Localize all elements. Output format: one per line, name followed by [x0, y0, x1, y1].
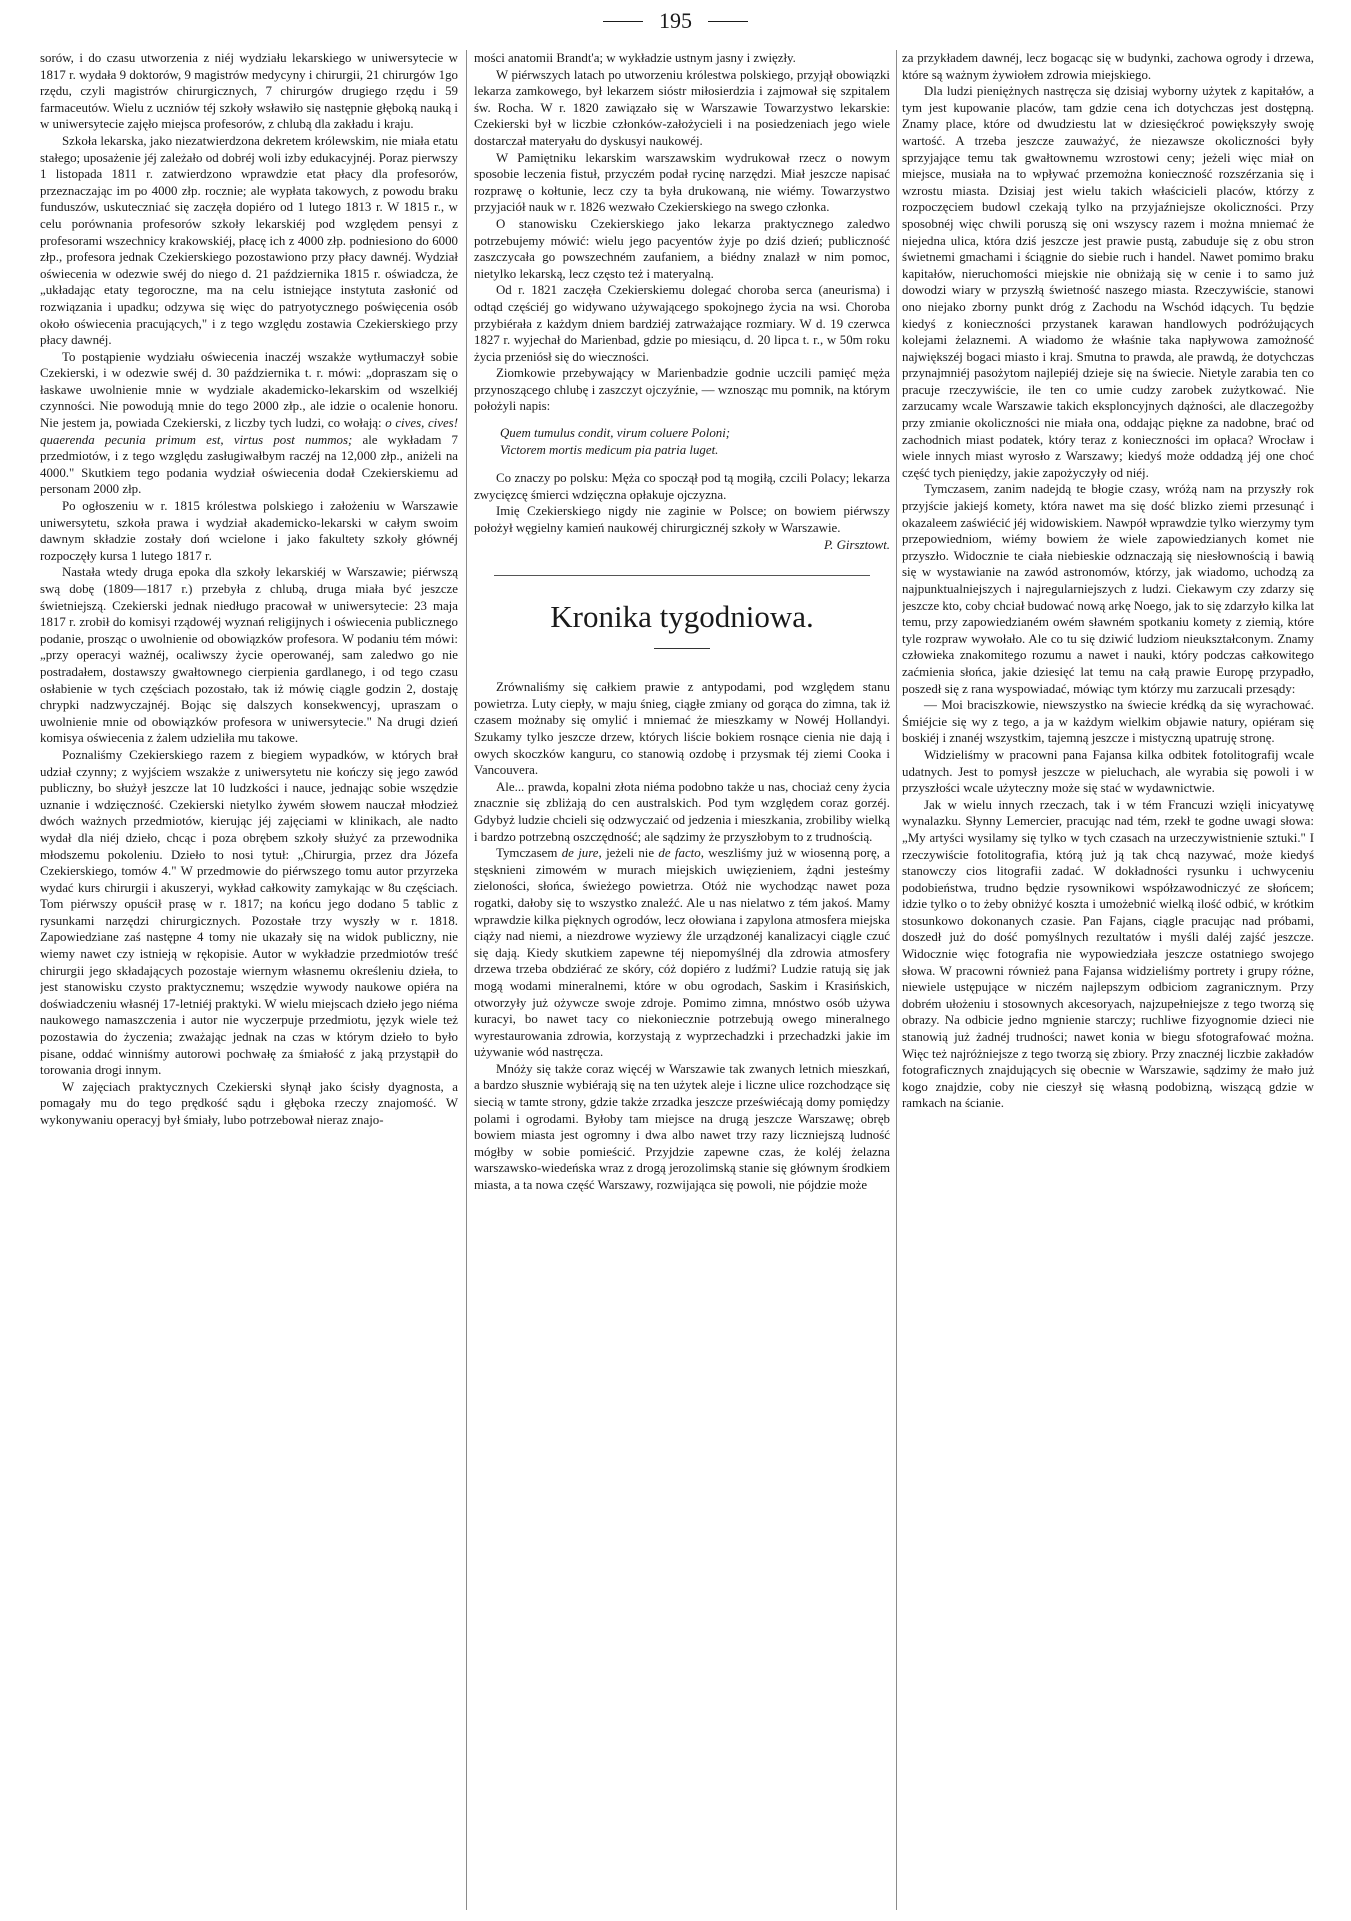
paragraph: Zrównaliśmy się całkiem prawie z antypodami, pod względem stanu powietrza. Luty ciepły, w maju śnieg, ciągłe zmiany od gorąca do zimna, tak iż czasem możnaby się omylić i mniemać że mieszkamy w Nowéj Hollandyi. Szukamy tylko jeszcze drzew, których liście bokiem rosnące cienia nie dają i owych skoczków kanguru, co stanowią ozdobę i przysmak téj ziemi Cooka i Vancouvera.	[474, 680, 890, 778]
paragraph: Szkoła lekarska, jako niezatwierdzona dekretem królewskim, nie miała etatu stałego; uposażenie jéj zależało od dobréj woli izby edukacyjnéj. Poraz pierwszy 1 listopada 1811 r. zatwierdzono wprawdzie etat płacy dla profesorów, przeznaczając im po 4000 złp. rocznie; ale wypłata takowych, z powodu braku funduszów, uskuteczniać się zaczęła dopiéro od 1 lutego 1813 r. W 1815 r., w celu porównania profesorów szkoły lekarskiéj pod względem pensyi z profesorami wszechnicy krakowskiéj, płacę ich z 4000 złp. podniesiono do 6000 złp., profesora jednak Czekierskiego pozostawiono przy płacy dawnéj. Wydział oświecenia w odezwie swéj do niego d. 21 października 1815 r. oświadcza, że „układając etaty tegoroczne, ma na celu istniejące instytuta zasłonić od rozwiązania i upadku; odzywa się więc do patryotycznego poświęcenia osób około oświecenia pracujących," i z tego względu zostawia Czekierskiego przy płacy dawnéj.	[40, 133, 458, 348]
paragraph: Ziomkowie przebywający w Marienbadzie godnie uczcili pamięć męża przynoszącego chlubę i zaszczyt ojczyźnie, — wznosząc mu pomnik, na którym położyli napis:	[474, 366, 890, 414]
heading-rule	[654, 648, 710, 649]
paragraph: Co znaczy po polsku: Męża co spoczął pod tą mogiłą, czcili Polacy; lekarza zwycięzcę śmierci wdzięczna opłakuje ojczyzna.	[474, 471, 890, 502]
paragraph: Widzieliśmy w pracowni pana Fajansa kilka odbitek fotolitografij wcale udatnych. Jest to pomysł jeszcze w pieluchach, ale wyrabia się powoli i w przyszłości wcale użyteczny może się stać w wydawnictwie.	[902, 747, 1314, 796]
text-run: Tymczasem	[496, 846, 562, 861]
paragraph: Ale... prawda, kopalni złota niéma podobno także u nas, chociaż ceny życia znacznie się zbliżają do cen australskich. Pod tym względem coraz gorzéj. Gdybyż ludzie chcieli się odzwyczaić od jedzenia i mieszkania, zrobiliby wielką i bardzo potrzebną oszczędność; ale sądzimy że przyszłobym to z trudnością.	[474, 779, 890, 844]
paragraph: W Pamiętniku lekarskim warszawskim wydrukował rzecz o nowym sposobie leczenia fistuł, przyczém podał rycinę narzędzi. Miał jeszcze napisać rozprawę o kołtunie, lecz czy ta była drukowaną, nie wiémy. Towarzystwo przyjaciół nauk w r. 1826 wezwało Czekierskiego na swego członka.	[474, 150, 890, 215]
paragraph: Nastała wtedy druga epoka dla szkoły lekarskiéj w Warszawie; piérwszą swą dobę (1809—1817 r.) przebyła z chlubą, druga miała być jeszcze świetniejszą. Czekierski jednak niedługo pracował w uniwersytecie: 23 maja 1817 r. zrobił do komisyi rządowéj wyznań religijnych i oświecenia publicznego podanie, prosząc o uwolnienie od obowiązków profesora. W podaniu tém mówi: „przy operacyi ważnéj, ocaliwszy życie operowanéj, sam zaledwo go nie postradałem, dostawszy gwałtownego cierpienia gardlanego, i od tego czasu osłabienie w tych częściach pozostało, tak iż mówię ciągle godzin 2, dostaję chrypki nadzwyczajnéj. Bojąc się dalszych konsekwencyj, upraszam o uwolnienie mnie od obowiązków profesora w uniwersytecie." Na drugi dzień komisya oświecenia z żalem udzieliła mu takowe.	[40, 565, 458, 746]
paragraph	[40, 349, 458, 498]
paragraph: — Moi braciszkowie, niewszystko na świecie krédką da się wyrachować. Śmiéjcie się wy z tego, a ja w każdym wielkim objawie natury, opiéram się boskiéj i znanéj wszystkim, tajemną jeszcze i mistyczną upatruję stronę.	[902, 698, 1314, 746]
column-middle	[474, 50, 890, 1913]
paragraph: Poznaliśmy Czekierskiego razem z biegiem wypadków, w których brał udział czynny; z wyjściem wszakże z uniwersytetu nie kończy się jego zawód publiczny, bo służył jeszcze lat 10 ludzkości i nauce, jednając sobie wszędzie uznanie i wdzięczność. Czekierski nietylko żywém słowem nauczał młodzież dwóch ważnych przedmiotów, kierując jéj zajęciami w klinikach, ale nadto wydał dla niéj dzieło, chcąc i poza obrębem szkoły służyć za przewodnika młodszemu pokoleniu. Dzieło to nosi tytuł: „Chirurgia, przez dra Józefa Czekierskiego, tomów 4." W przedmowie do piérwszego tomu autor przyrzeka wydać kurs chirurgii i akuszeryi, wykład całkowity zamykając w 8u częściach. Tom piérwszy opuścił prasę w r. 1817; na końcu jego dodano 5 tablic z rysunkami narzędzi chirurgicznych. Pozostałe trzy wyszły w r. 1818. Zapowiedziane zaś następne 4 tomy nie ukazały się na widok publiczny, nie wiemy nawet czy istnieją w rękopisie. Autor w wykładzie przedmiotów treść chirurgii jego składających pozostaje wiernym własnemu określeniu dzieła, to jest stanowisku czysto praktycznemu; wszędzie wywody naukowe opiéra na doświadczeniu własnéj 17-letniéj praktyki. W wielu miejscach dzieło jego niéma naukowego namaszczenia i autor nie wyczerpuje przedmiotu, język wiele też pozostawia do życzenia; zważając jednak na czas w którym dzieło to było pisane, oddać winniśmy autorowi pochwałę za śmiałość z jaką przystąpił do torowania drogi innym.	[40, 747, 458, 1078]
text-run: , weszliśmy już w wiosenną porę, a stęsknieni zimowém w murach miejskich uwięzieniem, żądni jesteśmy zieloności, słońca, świeżego powietrza. Otóż nie wychodząc nawet poza rogatki, dałoby się to wszystko znaleźć. Ale u nas nielatwo z tém jakoś. Mamy wprawdzie kilka pięknych ogrodów, lecz ołowiana i zapylona atmosfera miejska ciąży nad niemi, a niezdrowe wyziewy źle urządzonéj kanalizacyi ciągle czuć się dają. Kiedy skutkiem zapewne téj niepomyślnéj dla zdrowia atmosfery drzewa trzeba obdziérać ze skóry, cóż dopiéro z ludźmi? Ludzie ratują się jak mogą wodami mineralnemi, które w obu ogrodach, Saskim i Krasińskich, otworzyły już ożywcze swoje zdroje. Pomimo zimna, mnóstwo osób używa kuracyi, bo nawet tacy co niekoniecznie potrzebują owego mineralnego wyrestaurowania zdrowia, korzystają z wyprzechadzki i przechadzki jakie im używanie wód nastręcza.	[474, 846, 890, 1060]
text-run: , jeżeli nie	[598, 846, 659, 861]
paragraph: Imię Czekierskiego nigdy nie zaginie w Polsce; on bowiem piérwszy położył węgielny kamień naukowéj chirurgicznéj szkoły w Warszawie.	[474, 504, 890, 536]
paragraph: Mnóży się także coraz więcéj w Warszawie tak zwanych letnich mieszkań, a bardzo słusznie wybiérają się na ten użytek aleje i liczne ulice rozchodzące się siecią w tamte strony, gdzie także zrzadka jeszcze przeświécają domy pomiędzy polami i ogrodami. Byłoby tam miejsce na drugą jeszcze Warszawę; obręb bowiem miasta jest ogromny i dwa albo nawet trzy razy liczniejszą ludność mógłby w sobie pomieścić. Przyjdzie zapewne czas, że koléj żelazna warszawsko-wiedeńska wraz z drogą jerozolimską stanie się głównym środkiem miasta, a ta nowa część Warszawy, rozwijająca się powoli, nie pójdzie może	[474, 1061, 890, 1193]
epitaph-line: Victorem mortis medicum pia patria luget.	[500, 442, 719, 457]
paragraph: mości anatomii Brandt'a; w wykładzie ustnym jasny i zwięzły.	[474, 51, 796, 65]
text-run: To postąpienie wydziału oświecenia inaczéj wszakże wytłumaczył sobie Czekierski, i w odezwie swéj d. 30 października t. r. mówi: „dopraszam się o łaskawe uwolnienie mnie w wydziale akademicko-lekarskim od wszelkiéj czynności. Nie powodują mnie do tego 2000 złp., ale idzie o ocalenie honoru. Nie jestem ja, powiada Czekierski, z liczby tych ludzi, co wołają:	[40, 349, 458, 431]
column-divider	[466, 50, 467, 1910]
epitaph-line: Quem tumulus condit, virum coluere Poloni;	[500, 426, 731, 441]
paragraph: sorów, i do czasu utworzenia z niéj wydziału lekarskiego w uniwersytecie w 1817 r. wydała 9 doktorów, 9 magistrów medycyny i chirurgii, 21 chirurgów 1go rzędu, czyli magistrów chirurgicznych, 7 chirurgów drugiego rzędu i 59 farmaceutów. Wielu z uczniów téj szkoły wsławiło się następnie głęboką nauką i w uniwersytecie zajęło miejsca profesorów, z chlubą dla zakładu i kraju.	[40, 51, 458, 132]
page-number: 195	[659, 8, 692, 33]
paragraph: za przykładem dawnéj, lecz bogacąc się w budynki, zachowa ogrody i drzewa, które są ważnym żywiołem zdrowia miejskiego.	[902, 51, 1314, 82]
paragraph: W zajęciach praktycznych Czekierski słynął jako ścisły dyagnosta, a pomagały mu do tego prędkość sądu i głęboka rzeczy znajomość. W wykonywaniu operacyj był śmiały, lubo potrzebował nieraz znajo-	[40, 1079, 458, 1127]
page-header	[0, 6, 1351, 36]
column-left	[40, 50, 458, 1913]
latin-term: de facto	[658, 846, 701, 861]
article-separator	[494, 575, 870, 576]
column-right	[902, 50, 1314, 1913]
text-run: ale wykładam 7 przedmiotów, i z tego względu zasługiwałbym raczéj na 12,000 złp., aniżeli na 4000." Skutkiem tego podania wydział oświecenia dodał Czekierskiemu ad personam 2000 złp.	[40, 432, 458, 497]
paragraph: O stanowisku Czekierskiego jako lekarza praktycznego zaledwo potrzebujemy mówić: wielu jego pacyentów żyje po dziś dzień; publiczność zaszczycała go powszechném zaufaniem, a biédny znalazł w nim pomoc, nietylko lekarską, lecz często też i materyalną.	[474, 216, 890, 281]
epitaph	[500, 425, 890, 458]
latin-quote: o cives, cives! quaerenda pecunia primum est, virtus post nummos;	[40, 416, 458, 447]
latin-term: de jure	[561, 846, 599, 861]
paragraph: W piérwszych latach po utworzeniu królestwa polskiego, przyjął obowiązki lekarza zamkowego, był lekarzem sióstr miłosierdzia i zajmował się szpitalem św. Rocha. W r. 1820 zawiązało się w Warszawie Towarzystwo lekarskie: Czekierski był w liczbie członków-założycieli i na posiedzeniach jego wiele dostarczał materyału do dyskusyi naukowéj.	[474, 67, 890, 148]
section-heading: Kronika tygodniowa.	[550, 599, 814, 635]
paragraph: Jak w wielu innych rzeczach, tak i w tém Francuzi wzięli inicyatywę wynalazku. Słynny Lemercier, pracując nad tém, rzekł te godne uwagi słowa: „My artyści wysilamy się tylko w tych czasach na urzeczywistnienie sztuki." I rzeczywiście fotolitografia, którą już ją tak chcą nazywać, może kiedyś stanowczy cios litografii zadać. W dokładności rysunku i uchwyceniu podobieństwa, trudno będzie rysownikowi współzawodniczyć ze słońcem; idzie tylko o to żeby obniżyć koszta i umożebnić wielką ilość odbić, w krótkim stosunkowo dokonanych czasie. Pan Fajans, ciągle pracując nad próbami, doszedł już do dość pomyślnych rezultatów i myśli daléj zajść jeszcze. Widocznie więc fotografia nie wypowiedziała jeszcze ostatniego swojego słowa. W pracowni również pana Fajansa widzieliśmy portrety i grupy różne, niewiele ustępujące w niczém najlepszym odbiciom zagranicznym. Przy dobrém ułożeniu i stosownych akcesoryach, najzupełniejsze z tego tworzą się obrazy. Na odbicie jedno mgnienie starczy; ruchliwe fizyognomie dzieci nie stanowią już żadnéj trudności; nawet konia w biegu sfotografować można. Więc też najróżniejsze z tego tworzą się zbiory. Przy znacznéj liczbie zakładów fotograficznych znajdujących się obecnie w Warszawie, sądzimy że mało już kogo znajdzie, coby nie cieszył się własną podobizną, wiszącą gdzie w ramkach na ścianie.	[902, 797, 1314, 1111]
author-signature: P. Girsztowt.	[823, 537, 890, 552]
paragraph: Dla ludzi pieniężnych nastręcza się dzisiaj wyborny użytek z kapitałów, a tym jest kupowanie placów, tam gdzie cena ich dotychczas jest dostępną. Znamy place, które od dwudziestu lat w dziesięćkroć powiększyły swoję wartość. A trzeba jeszcze zauważyć, że niezawsze okoliczności były sprzyjające temu tak gwałtownemu wzrostowi ceny; jeżeli więc miał on miejsce, musiała na to wpływać przemożna konieczność rozszérzania się i wzrostu miasta. Dzisiaj jest wielu takich właścicieli placów, którzy z rozpoczęciem budowl czekają tylko na przyjaźniejsze okoliczności. Przy sposobnéj więc chwili poruszą się oni wszyscy razem i można mniemać że niejedna ulica, która dziś jeszcze jest prawie pustą, zabuduje się z obu stron świetnemi gmachami i ściągnie do siebie ruch i handel. Nawet pomimo braku kapitałów, nieruchomości miejskie nie obniżają się w cenie i to samo już dowodzi wiary w przyszłą świetność naszego miasta. Rzeczywiście, stanowi ono niejako zborny punkt dróg z Zachodu na Wschód idących. Tu będzie kiedyś z konieczności przystanek karawan handlowych podróżujących kolejami żelaznemi. A wiadomo że właśnie taka napływowa zamożność największéj bogaci miasto i kraj. Smutna to prawda, ale prawdą, że dotychczas przynajmniéj pasożytom najlepiéj dzieje się na świecie. Nietyle zarabia ten co pracuje rzeczywiście, ile ten co umie cudzy zarobek zużytkować. Nie zarzucamy wcale Warszawie takich eksploncyjnych dążności, ale dlaczegożby przy zmianie okoliczności nie miała ona, oddając piękne za nadobne, brać od zachodnich miast podatek, który teraz z konieczności im opłaca? Wrocław i wiele innych miast wyrosło z Warszawy; kiedyś może oddadzą jéj one choć część tych pieniędzy, jakie zapożyczyły od niéj.	[902, 84, 1314, 480]
paragraph: Od r. 1821 zaczęła Czekierskiemu dolegać choroba serca (aneurisma) i odtąd częściéj go widywano używającego spokojnego życia na wsi. Choroba przybiérała z każdym dniem bardziéj zatrważające rozmiary. W d. 19 czerwca 1827 r. wyjechał do Marienbad, gdzie po miesiącu, d. 20 lipca t. r., w 50m roku życia przeniósł się do wieczności.	[474, 283, 890, 364]
header-dash-right	[708, 21, 748, 22]
paragraph: Tymczasem, zanim nadejdą te błogie czasy, wróżą nam na przyszły rok przyjście jakiejś komety, która nawet ma się dość blizko ziemi przesunąć i okazaleem zaświécić jéj widowiskiem. Nawpół wprawdzie tylko wierzymy tym przepowiedniom, wiémy bowiem że wiele zapowiedzianych komet nie przyszło. Widocznie te ciała niebieskie odznaczają się niesłownością i bawią się w wystawianie na zawód astronomów, którzy, jak wiadomo, uchodzą za najpunktualniejszych i najregularniejszych z ludzi. Ciekawym czy zdarzy się jeszcze kto, coby chciał budować nową arkę Noego, jak to się zdarzyło kilka lat temu, przy zapowiedzianém owém sławném spotkaniu komety z ziemią, które tyle rozpraw wywołało. Ale co tu się dziwić ludziom nieukształconym. Znamy człowieka znakomitego rozumu a nawet i nauki, który podczas całkowitego zaćmienia słońca, jakie dziesięć lat temu na całą prawie Europę przypadło, poszedł się z rana wyspowiadać, mówiąc tym którzy mu zarzucali przesądy:	[902, 482, 1314, 696]
header-dash-left	[603, 21, 643, 22]
column-divider	[896, 50, 897, 1910]
paragraph: Po ogłoszeniu w r. 1815 królestwa polskiego i założeniu w Warszawie uniwersytetu, szkoła prawa i wydział akademicko-lekarski w całym swoim dawnym składzie zostały doń wcielone i jako fakultety szkoły głównéj rozpoczęły kursa 1 lutego 1817 r.	[40, 499, 458, 563]
paragraph	[474, 845, 890, 1061]
